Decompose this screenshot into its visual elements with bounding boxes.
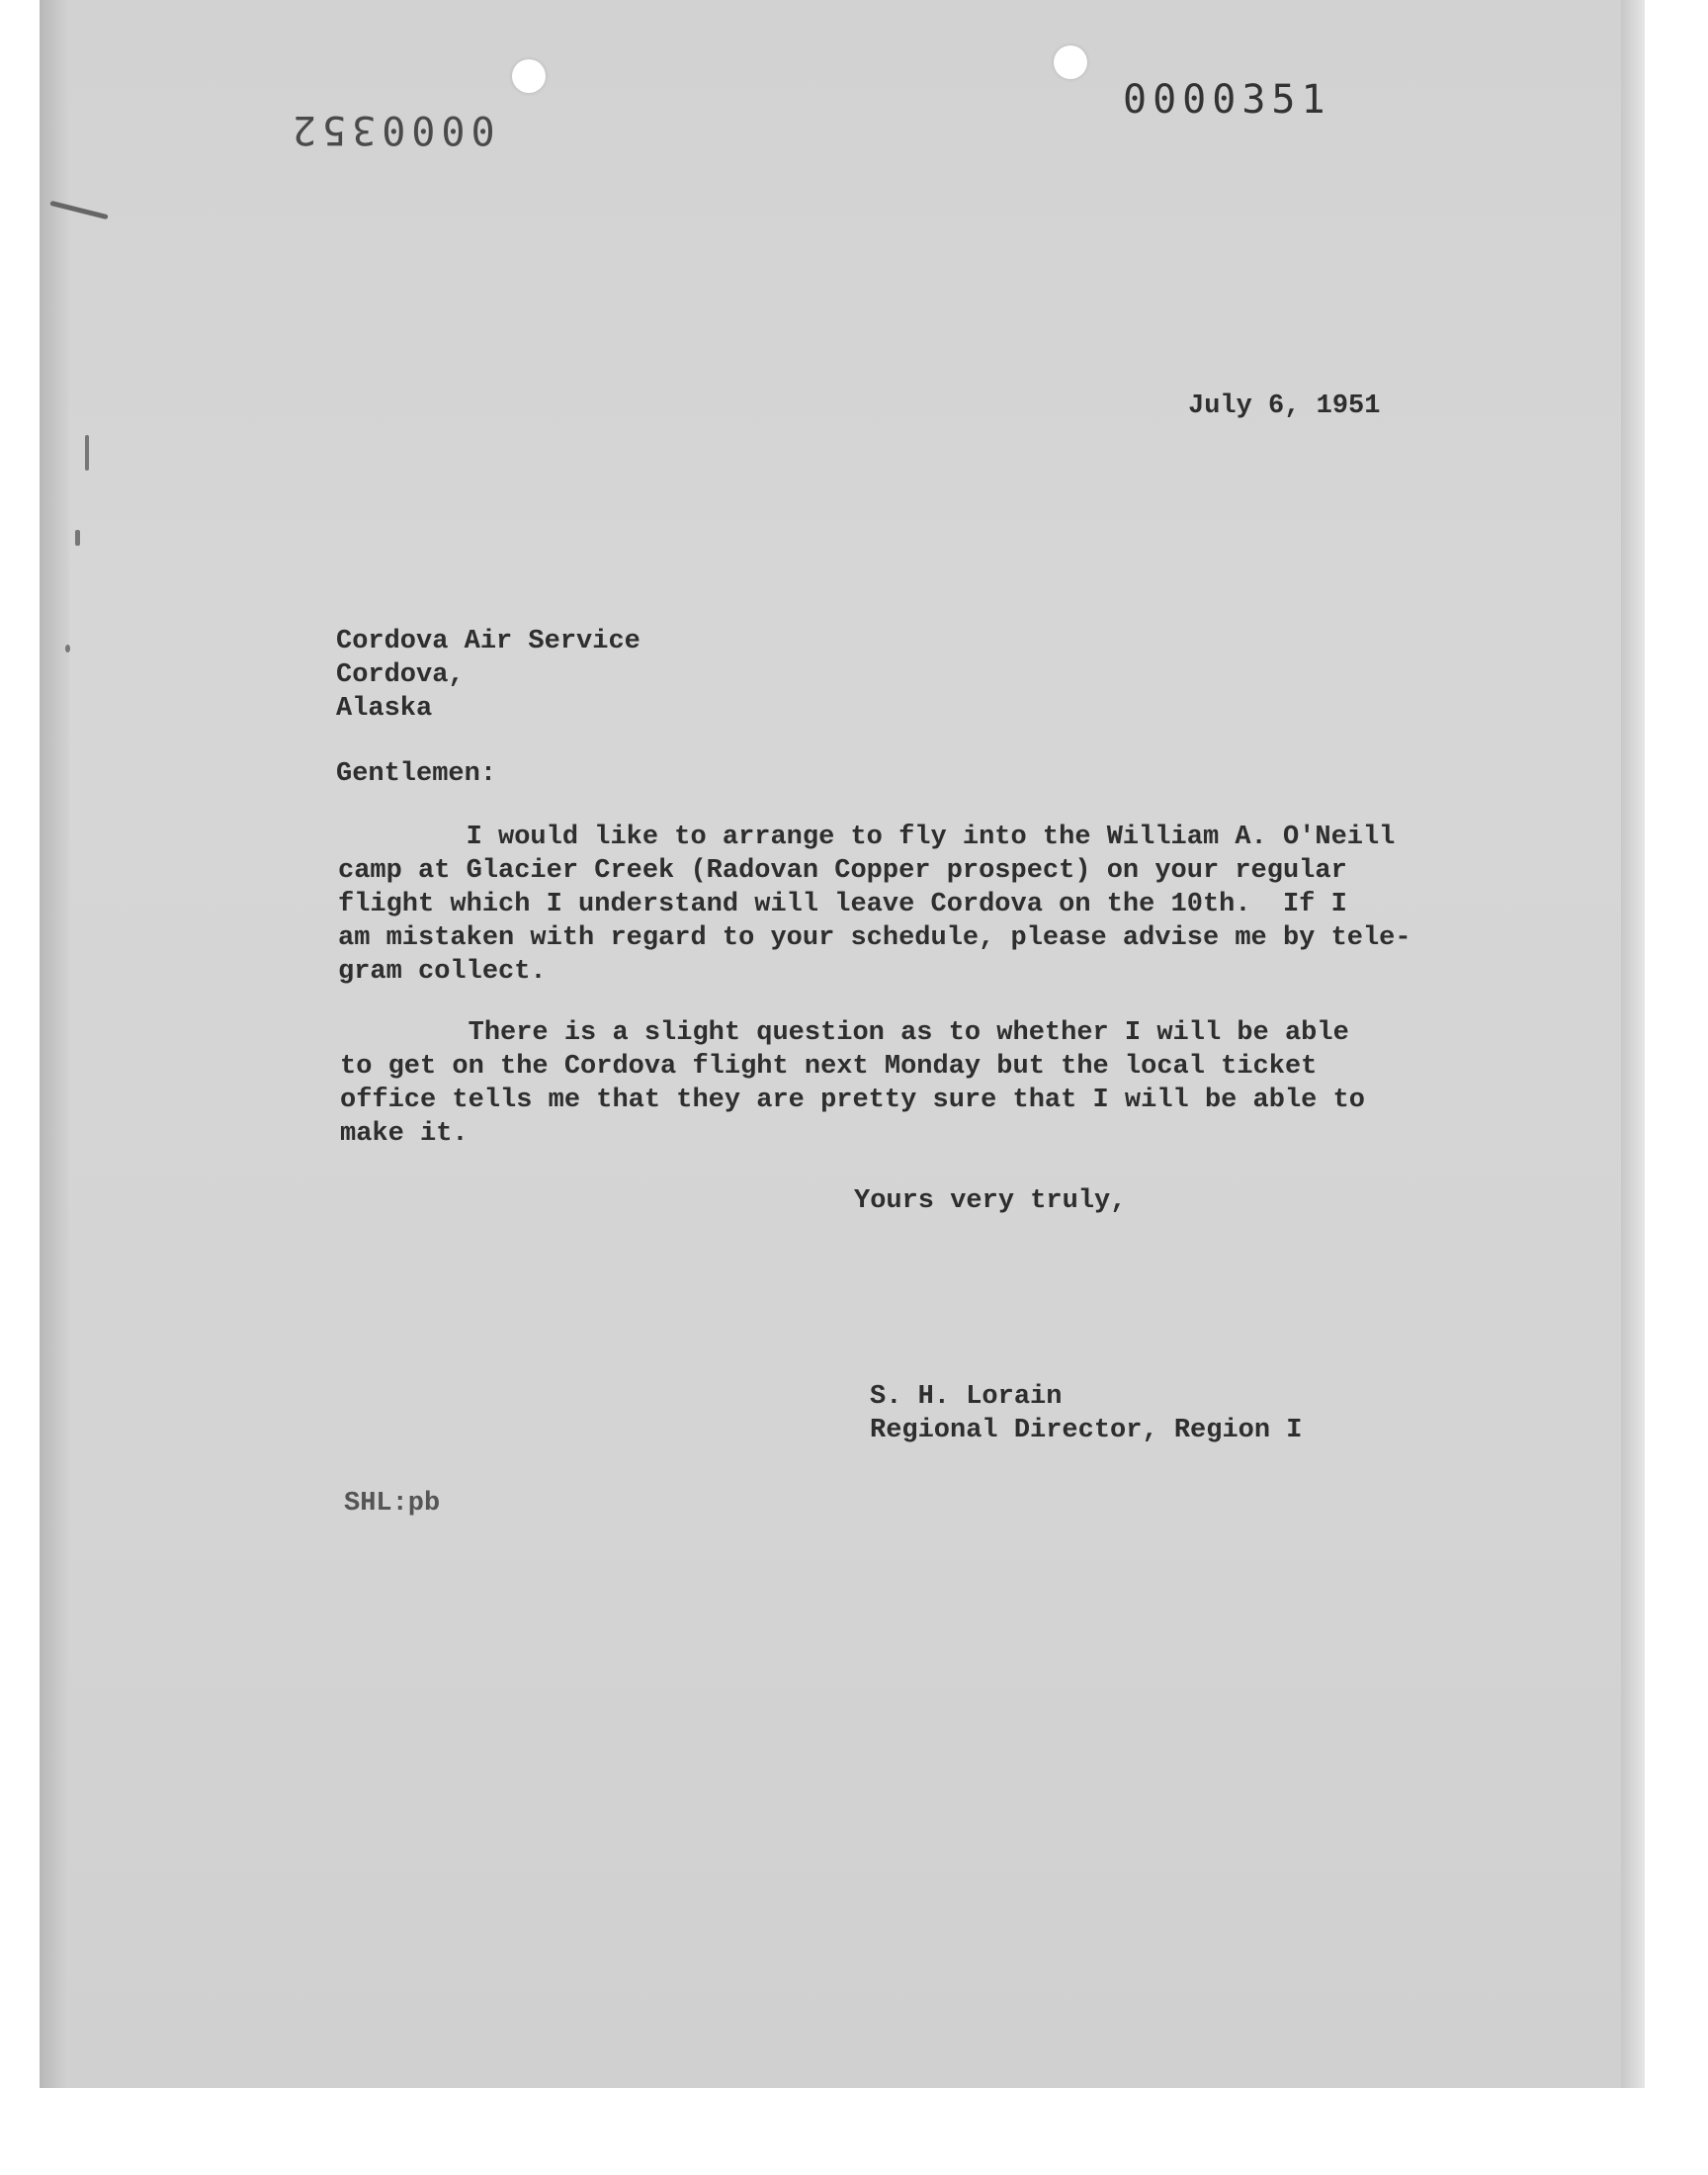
body-paragraph-1 <box>338 821 1411 989</box>
closing: Yours very truly, <box>854 1186 1127 1216</box>
page-left-shadow <box>40 0 69 2088</box>
punch-hole-right <box>1054 45 1087 79</box>
paper-speck <box>75 530 80 546</box>
paper-speck <box>85 435 89 471</box>
mirrored-number-stamp: 0000352 <box>287 107 495 152</box>
recipient-line-3: Alaska <box>336 694 433 724</box>
recipient-line-1: Cordova Air Service <box>336 627 640 656</box>
paragraph-line: There is a slight question as to whether I will be able <box>340 1018 1349 1048</box>
paragraph-line: I would like to arrange to fly into the William A. O'Neill <box>338 823 1396 852</box>
paragraph-line: make it. <box>340 1119 469 1149</box>
signer-name: S. H. Lorain <box>870 1382 1063 1412</box>
page-right-edge <box>1621 0 1645 2088</box>
paragraph-line: am mistaken with regard to your schedule, please advise me by tele- <box>338 923 1411 953</box>
paragraph-line: camp at Glacier Creek (Radovan Copper prospect) on your regular <box>338 856 1347 886</box>
paper-speck <box>65 645 70 652</box>
signer-title: Regional Director, Region I <box>870 1416 1303 1445</box>
reference-initials: SHL:pb <box>344 1489 441 1519</box>
letter-date: July 6, 1951 <box>1188 392 1381 421</box>
paragraph-line: to get on the Cordova flight next Monday but the local ticket <box>340 1052 1318 1082</box>
document-number-stamp: 0000351 <box>1123 77 1331 123</box>
punch-hole-left <box>512 59 546 93</box>
recipient-line-2: Cordova, <box>336 660 465 690</box>
body-paragraph-2 <box>340 1016 1365 1151</box>
paragraph-line: flight which I understand will leave Cordova on the 10th. If I <box>338 890 1347 919</box>
paragraph-line: gram collect. <box>338 957 547 987</box>
salutation: Gentlemen: <box>336 759 497 789</box>
paragraph-line: office tells me that they are pretty sure that I will be able to <box>340 1086 1365 1115</box>
